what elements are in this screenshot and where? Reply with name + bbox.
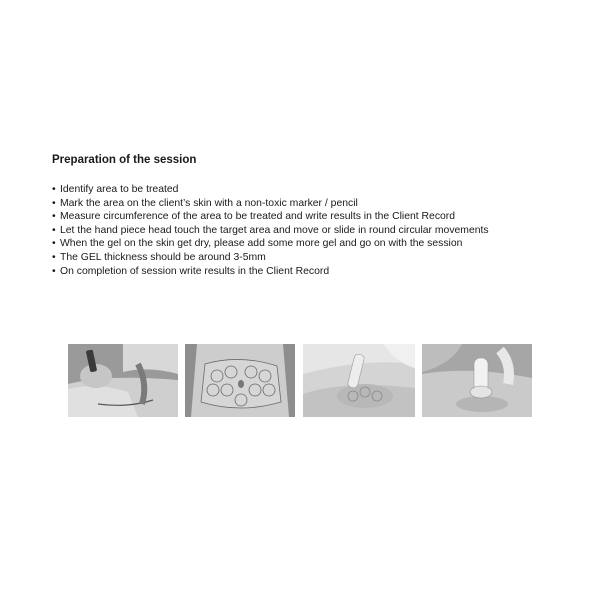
step-item: • Mark the area on the client’s skin with a non-toxic marker / pencil — [52, 197, 489, 211]
step-item: • Measure circumference of the area to be treated and write results in the Client Record — [52, 210, 489, 224]
handpiece-gel-illustration — [303, 344, 415, 417]
handpiece-gel-photo — [303, 344, 415, 417]
marked-abdomen-photo — [185, 344, 295, 417]
step-item: • Identify area to be treated — [52, 183, 489, 197]
step-item: • When the gel on the skin get dry, please add some more gel and go on with the session — [52, 237, 489, 251]
section-title: Preparation of the session — [52, 154, 197, 166]
marking-skin-illustration — [68, 344, 178, 417]
marked-abdomen-illustration — [185, 344, 295, 417]
preparation-steps-list — [52, 183, 489, 278]
step-item: • Let the hand piece head touch the target area and move or slide in round circular movements — [52, 224, 489, 238]
step-item: • The GEL thickness should be around 3-5mm — [52, 251, 489, 265]
handpiece-closeup-illustration — [422, 344, 532, 417]
handpiece-closeup-photo — [422, 344, 532, 417]
step-item: • On completion of session write results in the Client Record — [52, 265, 489, 279]
marking-skin-photo — [68, 344, 178, 417]
